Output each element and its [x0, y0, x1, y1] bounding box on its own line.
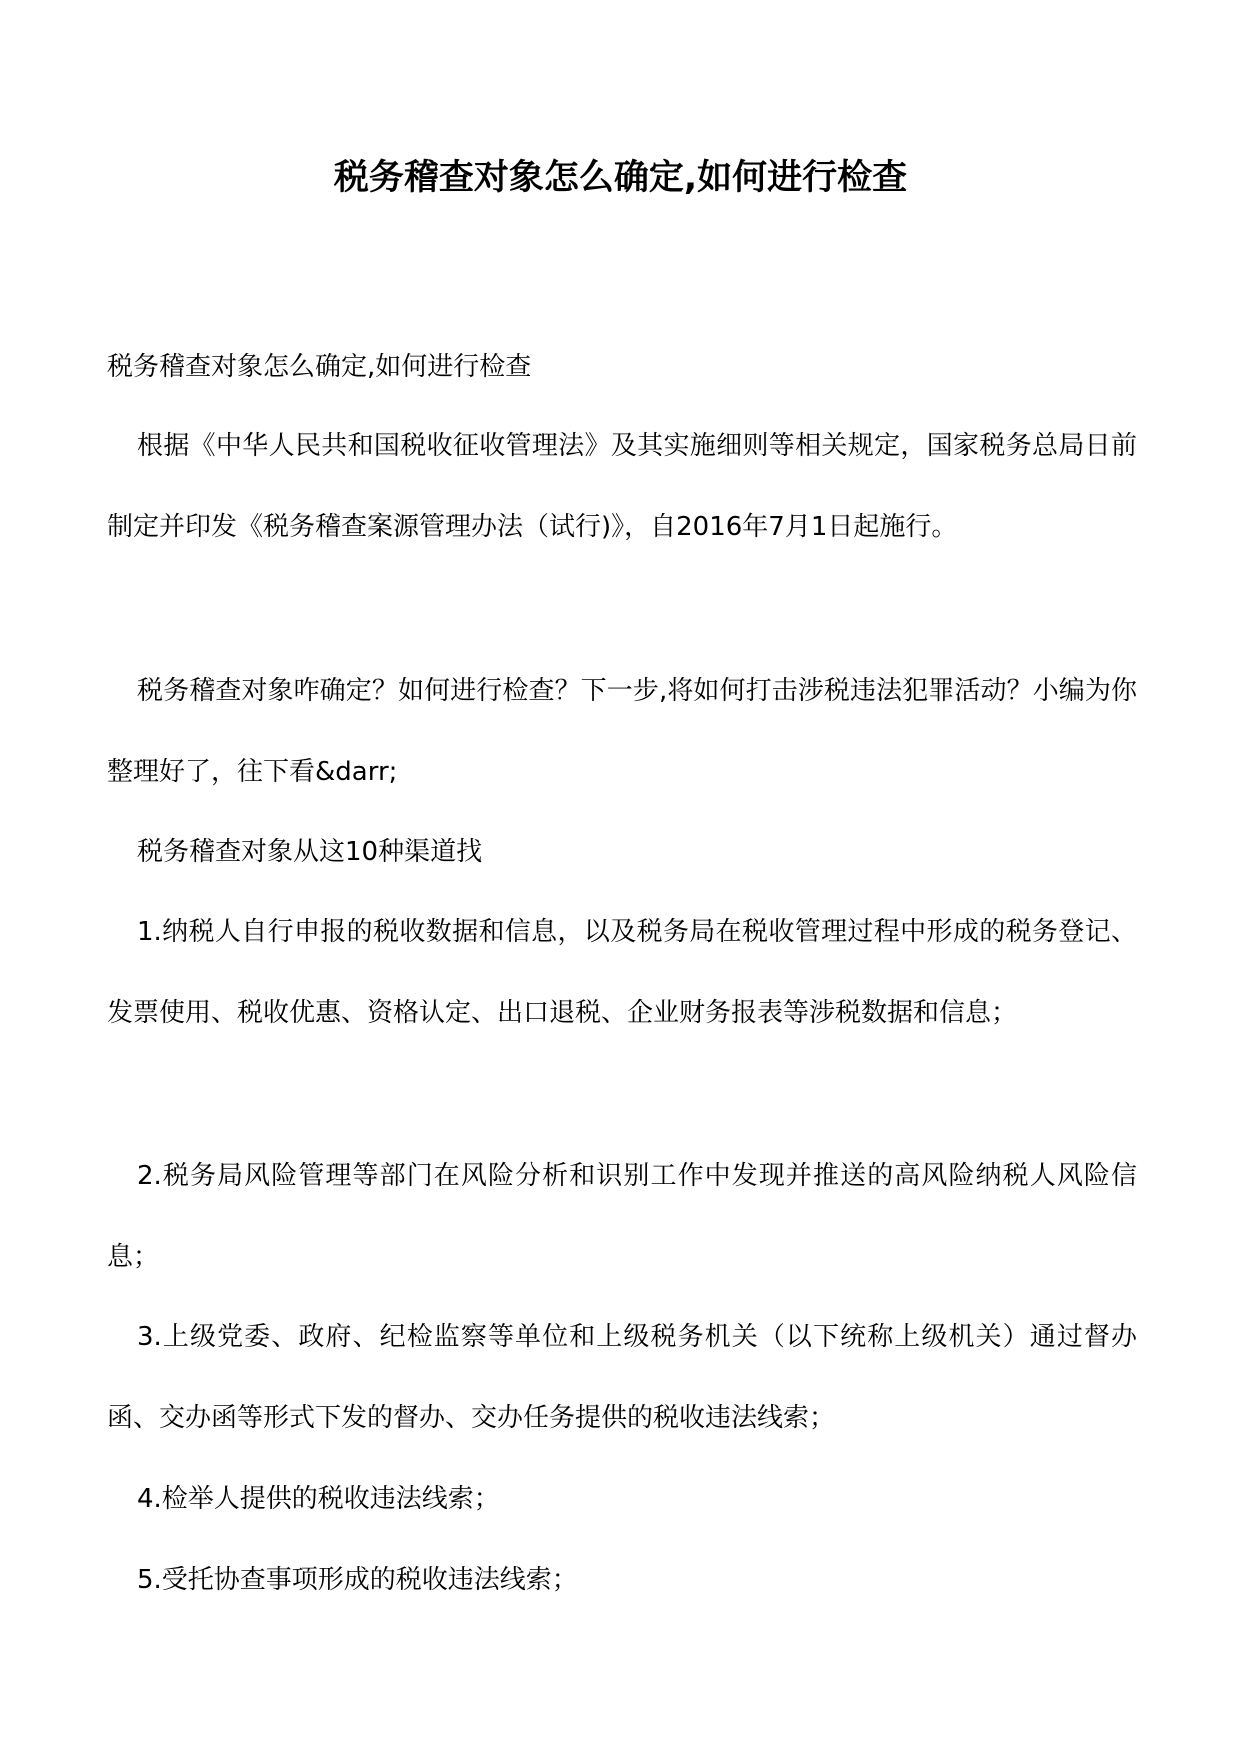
intro-line: 税务稽查对象怎么确定,如何进行检查: [107, 352, 532, 382]
section-heading-channels: 税务稽查对象从这10种渠道找: [137, 837, 483, 867]
list-item-2: 2.税务局风险管理等部门在风险分析和识别工作中发现并推送的高风险纳税人风险信息；: [107, 1161, 1137, 1272]
paragraph-questions: 税务稽查对象咋确定？如何进行检查？下一步,将如何打击涉税违法犯罪活动？小编为你整理好了，往下看&darr;: [107, 676, 1137, 787]
list-item-1: 1.纳税人自行申报的税收数据和信息，以及税务局在税收管理过程中形成的税务登记、发票使用、税收优惠、资格认定、出口退税、企业财务报表等涉税数据和信息；: [107, 917, 1137, 1028]
paragraph-regulation: 根据《中华人民共和国税收征收管理法》及其实施细则等相关规定，国家税务总局日前制定并印发《税务稽查案源管理办法（试行)》，自2016年7月1日起施行。: [107, 431, 1137, 542]
list-item-3: 3.上级党委、政府、纪检监察等单位和上级税务机关（以下统称上级机关）通过督办函、交办函等形式下发的督办、交办任务提供的税收违法线索；: [107, 1322, 1137, 1433]
document-title: 税务稽查对象怎么确定,如何进行检查: [333, 158, 908, 198]
list-item-4: 4.检举人提供的税收违法线索；: [137, 1484, 500, 1514]
list-item-5: 5.受托协查事项形成的税收违法线索；: [137, 1565, 578, 1595]
